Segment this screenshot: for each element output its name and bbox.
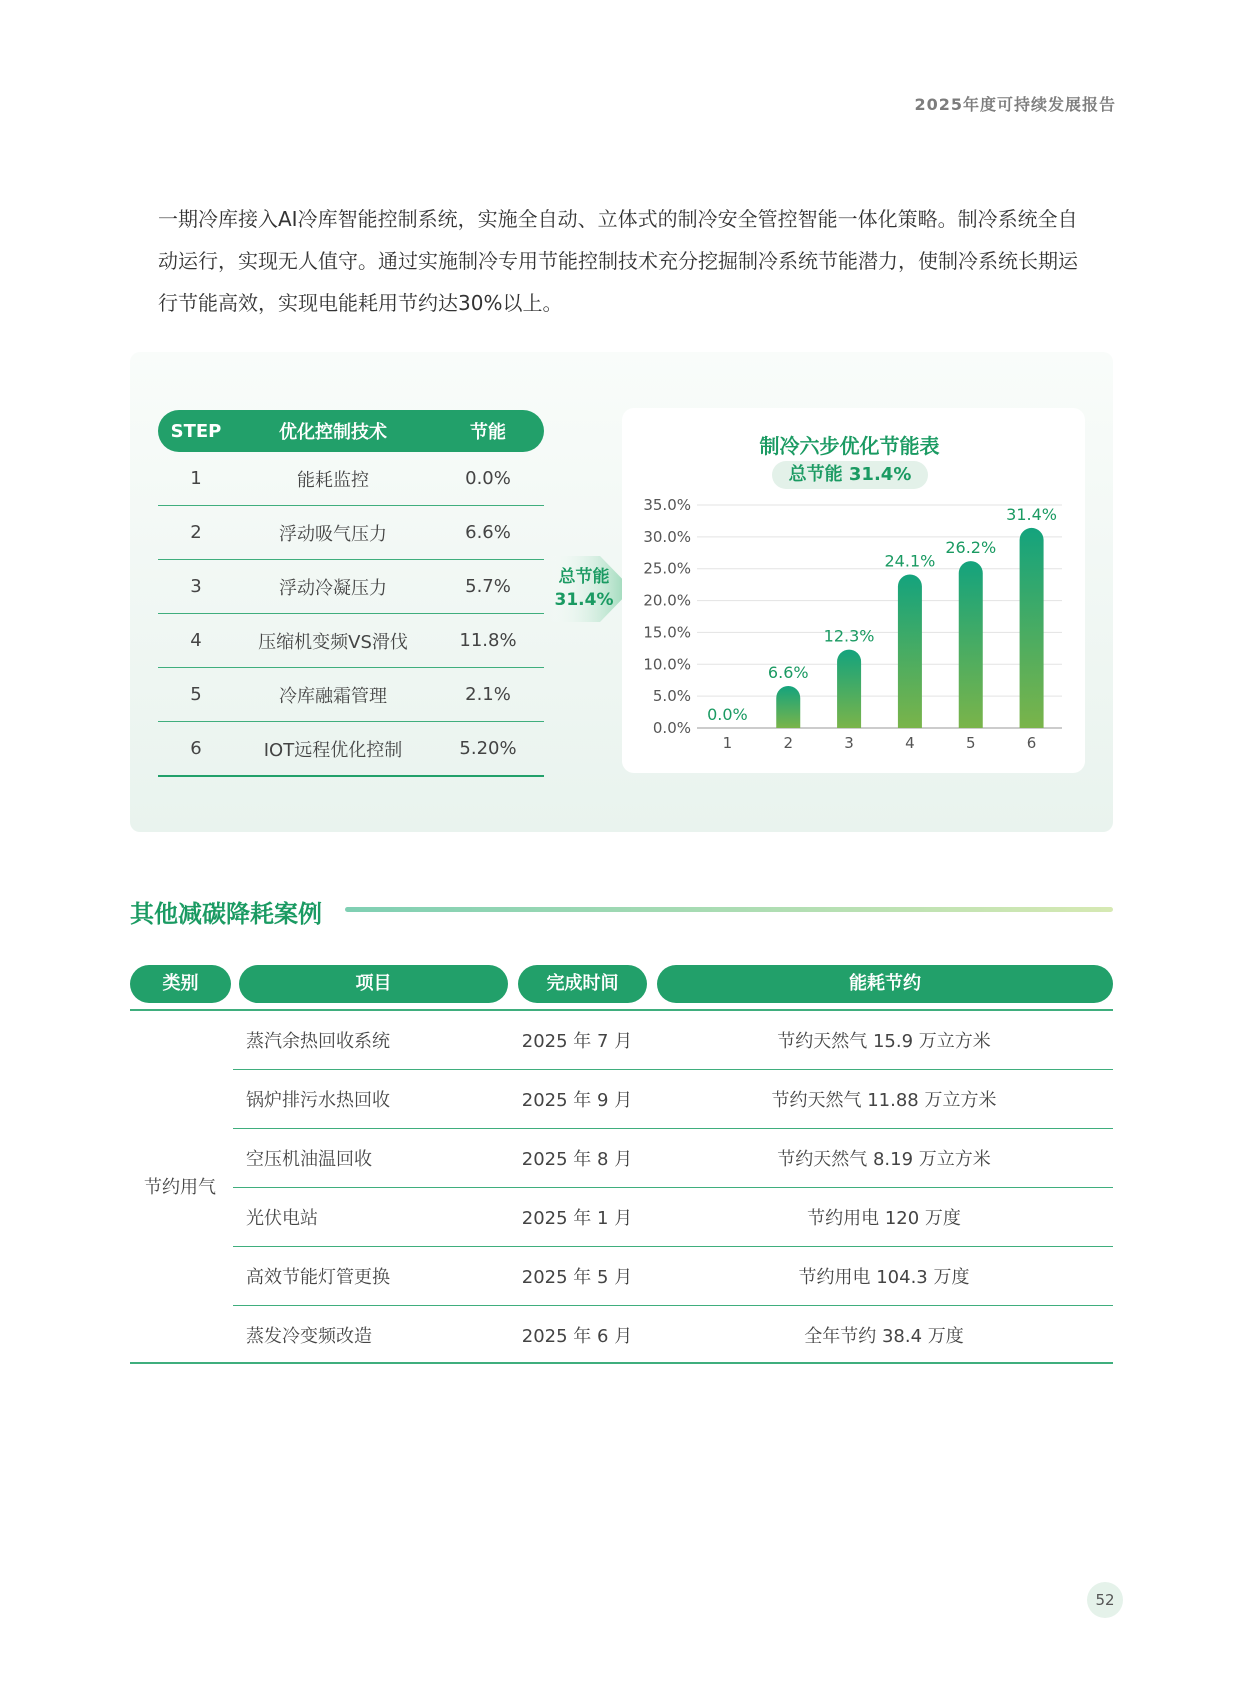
header-saving: 能耗节约 bbox=[657, 965, 1113, 1003]
header-project: 项目 bbox=[239, 965, 508, 1003]
report-title: 2025年度可持续发展报告 bbox=[914, 95, 1116, 114]
step-number: 3 bbox=[190, 576, 202, 597]
project-cell: 高效节能灯管更换 bbox=[246, 1266, 390, 1288]
bar bbox=[959, 561, 983, 728]
bar bbox=[837, 650, 861, 728]
bar bbox=[776, 686, 800, 728]
table-row bbox=[158, 452, 544, 506]
time-cell: 2025 年 5 月 bbox=[521, 1266, 633, 1288]
saving-cell: 全年节约 38.4 万度 bbox=[804, 1325, 964, 1347]
step-tech: IOT远程优化控制 bbox=[263, 739, 403, 761]
step-saving: 5.7% bbox=[465, 576, 511, 597]
step-table bbox=[158, 410, 544, 777]
step-saving: 5.20% bbox=[459, 738, 517, 759]
table-row bbox=[233, 1246, 1113, 1306]
step-tech: 能耗监控 bbox=[297, 469, 369, 491]
header-category: 类别 bbox=[130, 965, 231, 1003]
x-tick-label: 3 bbox=[844, 734, 854, 752]
saving-cell: 节约用电 104.3 万度 bbox=[798, 1266, 970, 1288]
chart-card bbox=[622, 408, 1085, 773]
step-number: 4 bbox=[190, 630, 202, 651]
header-saving: 节能 bbox=[470, 422, 506, 443]
section-divider bbox=[345, 907, 1113, 912]
step-table-header bbox=[158, 410, 544, 452]
y-tick-label: 20.0% bbox=[643, 591, 691, 610]
data-label: 31.4% bbox=[1006, 504, 1057, 524]
x-tick-label: 5 bbox=[965, 734, 976, 752]
project-cell: 锅炉排污水热回收 bbox=[246, 1089, 390, 1111]
data-label: 0.0% bbox=[707, 705, 748, 724]
bar-chart bbox=[622, 408, 1085, 773]
data-label: 26.2% bbox=[945, 538, 997, 558]
project-cell: 蒸发冷变频改造 bbox=[246, 1325, 372, 1347]
table-row bbox=[233, 1128, 1113, 1188]
data-label: 24.1% bbox=[884, 551, 936, 571]
table-row bbox=[233, 1305, 1113, 1364]
table-bottom-rule bbox=[130, 1362, 1113, 1364]
y-tick-label: 35.0% bbox=[643, 496, 691, 514]
table-row bbox=[158, 560, 544, 614]
y-tick-label: 30.0% bbox=[643, 527, 691, 546]
step-saving: 2.1% bbox=[465, 684, 511, 705]
step-saving: 11.8% bbox=[459, 630, 517, 651]
saving-cell: 节约天然气 8.19 万立方米 bbox=[777, 1148, 991, 1170]
project-cell: 蒸汽余热回收系统 bbox=[246, 1030, 390, 1052]
step-number: 6 bbox=[190, 738, 202, 759]
project-cell: 空压机油温回收 bbox=[246, 1148, 372, 1170]
y-tick-label: 10.0% bbox=[643, 655, 691, 674]
y-tick-label: 0.0% bbox=[652, 719, 691, 737]
table-row bbox=[158, 506, 544, 560]
data-label: 12.3% bbox=[823, 626, 875, 646]
x-tick-label: 2 bbox=[783, 734, 794, 752]
step-tech: 冷库融霜管理 bbox=[279, 685, 387, 707]
chart-title: 制冷六步优化节能表 bbox=[759, 434, 940, 458]
step-number: 5 bbox=[190, 684, 202, 705]
saving-cell: 节约用电 120 万度 bbox=[807, 1207, 961, 1229]
table-row bbox=[158, 668, 544, 722]
time-cell: 2025 年 9 月 bbox=[521, 1089, 633, 1111]
saving-cell: 节约天然气 11.88 万立方米 bbox=[771, 1089, 997, 1111]
x-tick-label: 4 bbox=[905, 734, 915, 752]
time-cell: 2025 年 6 月 bbox=[521, 1325, 633, 1347]
badge-label: 总节能 bbox=[558, 567, 610, 587]
chart-subtitle: 总节能 31.4% bbox=[772, 461, 928, 489]
table-row bbox=[233, 1187, 1113, 1247]
table-row bbox=[233, 1010, 1113, 1070]
step-number: 2 bbox=[190, 522, 202, 543]
bar bbox=[898, 574, 922, 728]
project-cell: 光伏电站 bbox=[246, 1207, 318, 1229]
badge-value: 31.4% bbox=[554, 590, 614, 610]
header-tech: 优化控制技术 bbox=[279, 422, 387, 443]
bar bbox=[1020, 528, 1044, 728]
page-number: 52 bbox=[1087, 1582, 1123, 1618]
y-tick-label: 5.0% bbox=[652, 687, 691, 706]
time-cell: 2025 年 8 月 bbox=[521, 1148, 633, 1170]
intro-paragraph: 一期冷库接入AI冷库智能控制系统，实施全自动、立体式的制冷安全管控智能一体化策略。制冷系统全自动运行，实现无人值守。通过实施制冷专用节能控制技术充分挖掘制冷系统节能潜力，使制冷系统长期运行节能高效，实现电能耗用节约达30%以上。 bbox=[158, 207, 1078, 315]
step-tech: 压缩机变频VS滑伐 bbox=[258, 631, 408, 653]
y-tick-label: 15.0% bbox=[643, 623, 691, 642]
time-cell: 2025 年 1 月 bbox=[521, 1207, 633, 1229]
time-cell: 2025 年 7 月 bbox=[521, 1030, 633, 1052]
header-step: STEP bbox=[170, 420, 222, 442]
step-number: 1 bbox=[190, 468, 202, 489]
section-title: 其他减碳降耗案例 bbox=[130, 900, 322, 928]
x-tick-label: 1 bbox=[722, 734, 733, 752]
category-cell: 节约用气 bbox=[144, 1177, 216, 1198]
step-saving: 6.6% bbox=[465, 522, 511, 543]
table-row bbox=[158, 614, 544, 668]
total-saving-badge bbox=[552, 566, 616, 612]
step-saving: 0.0% bbox=[465, 468, 511, 489]
data-label: 6.6% bbox=[767, 662, 809, 682]
step-tech: 浮动冷凝压力 bbox=[279, 577, 387, 599]
x-tick-label: 6 bbox=[1026, 734, 1037, 752]
saving-cell: 节约天然气 15.9 万立方米 bbox=[777, 1030, 991, 1052]
y-tick-label: 25.0% bbox=[643, 559, 691, 578]
step-tech: 浮动吸气压力 bbox=[279, 523, 387, 545]
table-row bbox=[158, 722, 544, 777]
header-time: 完成时间 bbox=[518, 965, 647, 1003]
table-row bbox=[233, 1069, 1113, 1129]
